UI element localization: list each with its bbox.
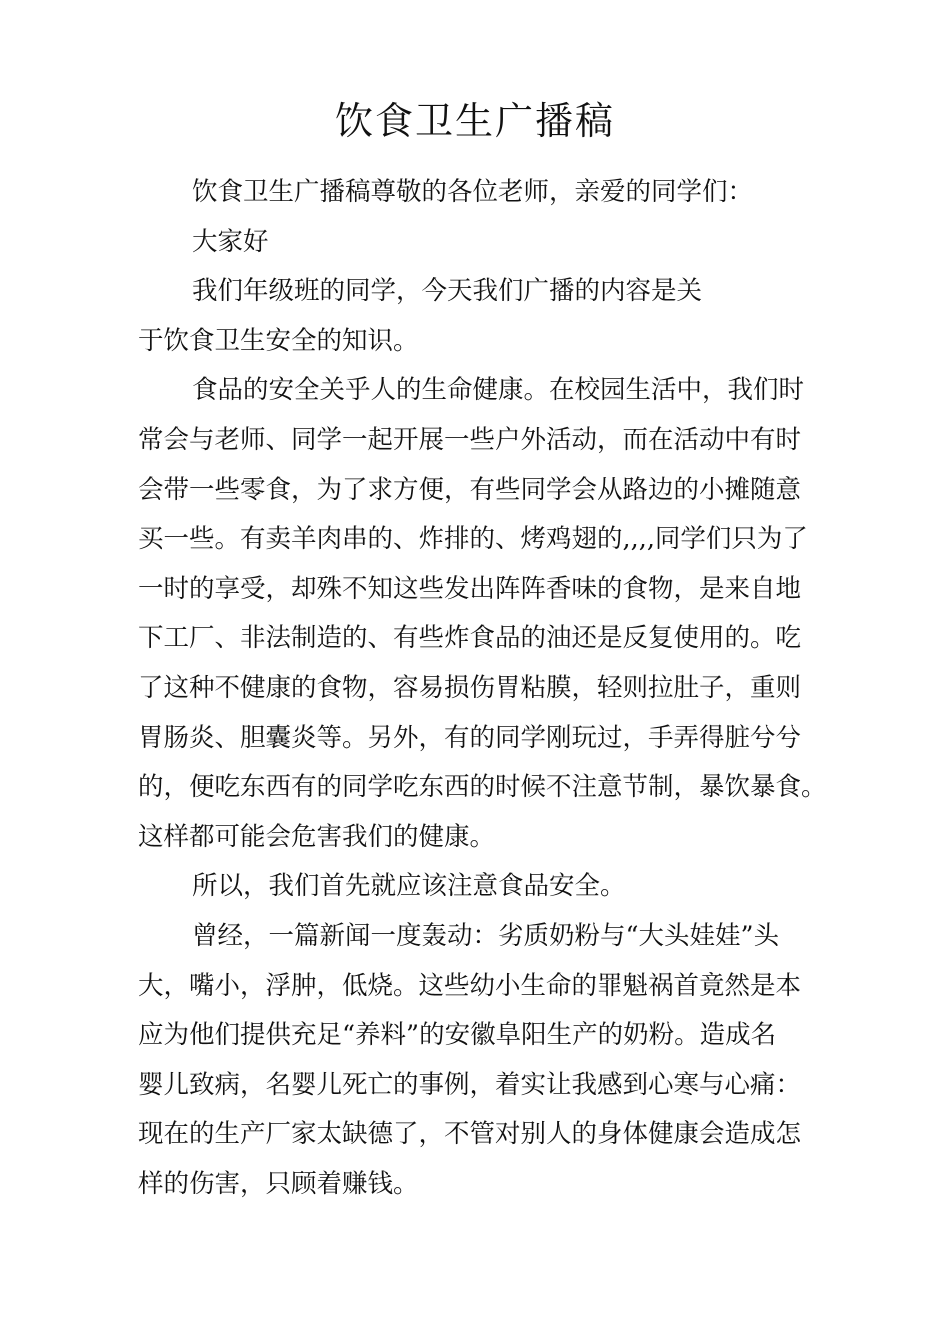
text-line: 现在的生产厂家太缺德了，不管对别人的身体健康会造成怎	[138, 1119, 802, 1150]
text-line: 应为他们提供充足“养料”的安徽阜阳生产的奶粉。造成名	[138, 1020, 777, 1051]
text-line: 一时的享受，却殊不知这些发出阵阵香味的食物，是来自地	[138, 573, 802, 604]
text-line: 于饮食卫生安全的知识。	[138, 325, 419, 356]
text-line: 食品的安全关乎人的生命健康。在校园生活中，我们时	[192, 375, 805, 406]
text-line: 饮食卫生广播稿尊敬的各位老师，亲爱的同学们：	[192, 177, 754, 207]
text-line: 的，便吃东西有的同学吃东西的时候不注意节制，暴饮暴食。	[138, 772, 827, 803]
text-line: 我们年级班的同学，今天我们广播的内容是关	[192, 276, 703, 307]
text-line: 大，嘴小，浮肿，低烧。这些幼小生命的罪魁祸首竟然是本	[138, 970, 802, 1001]
text-line: 会带一些零食，为了求方便，有些同学会从路边的小摊随意	[138, 474, 802, 505]
text-line: 买一些。有卖羊肉串的、炸排的、烤鸡翅的,,,,同学们只为了	[138, 524, 808, 555]
text-line: 这样都可能会危害我们的健康。	[138, 821, 496, 852]
text-line: 常会与老师、同学一起开展一些户外活动，而在活动中有时	[138, 424, 802, 455]
text-line: 大家好	[192, 226, 269, 257]
document-title: 饮食卫生广播稿	[334, 99, 615, 143]
text-line: 曾经，一篇新闻一度轰动：劣质奶粉与“大头娃娃”头	[192, 920, 780, 951]
text-line: 胃肠炎、胆囊炎等。另外，有的同学刚玩过，手弄得脏兮兮	[138, 722, 802, 753]
text-line: 下工厂、非法制造的、有些炸食品的油还是反复使用的。吃	[138, 623, 802, 654]
text-line: 所以，我们首先就应该注意食品安全。	[192, 871, 626, 902]
text-line: 婴儿致病，名婴儿死亡的事例，着实让我感到心寒与心痛：	[138, 1069, 802, 1100]
text-line: 样的伤害，只顾着赚钱。	[138, 1168, 419, 1199]
text-line: 了这种不健康的食物，容易损伤胃粘膜，轻则拉肚子，重则	[138, 672, 802, 703]
document-body	[138, 168, 828, 1209]
